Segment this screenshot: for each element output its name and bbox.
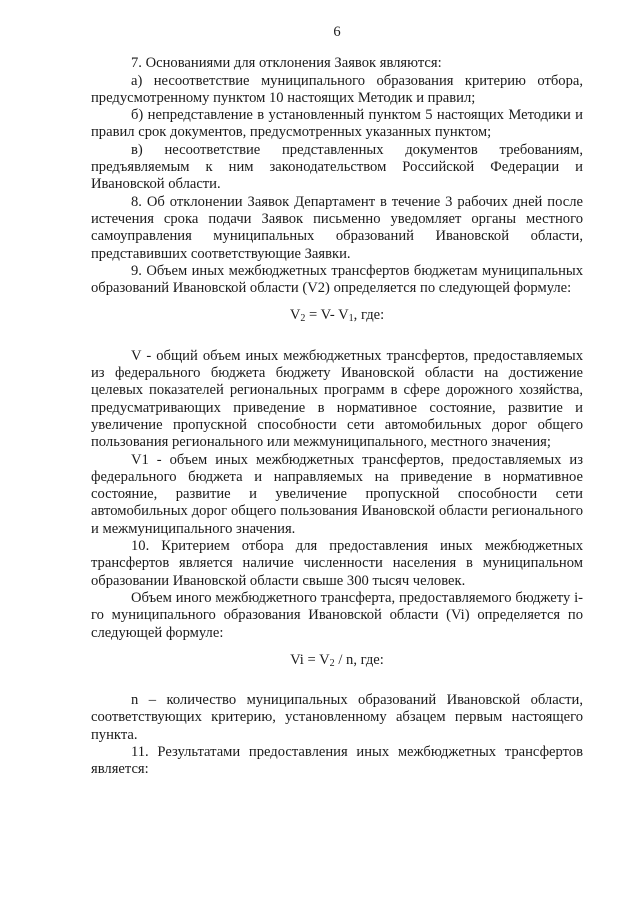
document-page bbox=[91, 24, 583, 779]
formula-v2 bbox=[91, 307, 583, 325]
formula-vi-left-sub: 2 bbox=[329, 657, 335, 669]
formula-v2-mid-sub: 1 bbox=[348, 313, 354, 325]
paragraph-7a: а) несоответствие муниципального образования критерию отбора, предусмотренному пунктом 10 настоящих Методик и правил; bbox=[91, 72, 583, 106]
paragraph-n-definition: n – количество муниципальных образований Ивановской области, соответствующих критерию, установленному абзацем первым настоящего пункта. bbox=[91, 692, 583, 743]
formula-v2-tail: , где: bbox=[353, 307, 385, 324]
paragraph-7: 7. Основаниями для отклонения Заявок являются: bbox=[131, 55, 442, 72]
formula-vi-tail: / n, где: bbox=[334, 651, 384, 668]
formula-vi-left: Vi = V bbox=[290, 651, 330, 668]
paragraph-9: 9. Объем иных межбюджетных трансфертов бюджетам муниципальных образований Ивановской области (V2) определяется по следующей формуле: bbox=[91, 262, 583, 297]
paragraph-8: 8. Об отклонении Заявок Департамент в течение 3 рабочих дней после истечения срока подачи Заявок письменно уведомляет органы местного самоуправления муниципальных образований Ивановской области, представивших соответствующие Заявки. bbox=[91, 193, 583, 262]
paragraph-10: 10. Критерием отбора для предоставления иных межбюджетных трансфертов является наличие численности населения в муниципальном образовании Ивановской области свыше 300 тысяч человек. bbox=[91, 538, 583, 589]
paragraph-11: 11. Результатами предоставления иных межбюджетных трансфертов является: bbox=[91, 743, 583, 778]
paragraph-v-definition: V - общий объем иных межбюджетных трансфертов, предоставляемых из федерального бюджета бюджету Ивановской области на достижение целевых показателей региональных программ в сфере дорожного хозяйства, предусматривающих приведение в нормативное состояние, развитие и увеличение пропускной способности сети автомобильных дорог общего пользования регионального или межмуниципального, местного значения; bbox=[91, 347, 583, 451]
spacer bbox=[91, 326, 583, 348]
formula-v2-mid: = V- V bbox=[305, 307, 349, 324]
page-number: 6 bbox=[333, 24, 341, 40]
paragraph-7b: б) непредставление в установленный пунктом 5 настоящих Методики и правил срок документов, предусмотренных указанных пунктом; bbox=[91, 107, 583, 141]
paragraph-v1-definition: V1 - объем иных межбюджетных трансфертов, предоставляемых из федерального бюджета и направляемых на приведение в нормативное состояние, развитие и увеличение пропускной способности сети автомобильных дорог общего пользования Ивановской области регионального и межмуниципального значения. bbox=[91, 451, 583, 537]
paragraph-7c: в) несоответствие представленных документов требованиям, предъявляемым к ним законодательством Российской Федерации и Ивановской области. bbox=[91, 141, 583, 193]
spacer bbox=[91, 670, 583, 692]
formula-v2-left: V bbox=[289, 307, 301, 324]
formula-v2-left-sub: 2 bbox=[300, 313, 306, 325]
paragraph-10b: Объем иного межбюджетного трансферта, предоставляемого бюджету i-го муниципального образования Ивановской области (Vi) определяется по следующей формуле: bbox=[91, 589, 583, 641]
formula-vi bbox=[91, 652, 583, 670]
